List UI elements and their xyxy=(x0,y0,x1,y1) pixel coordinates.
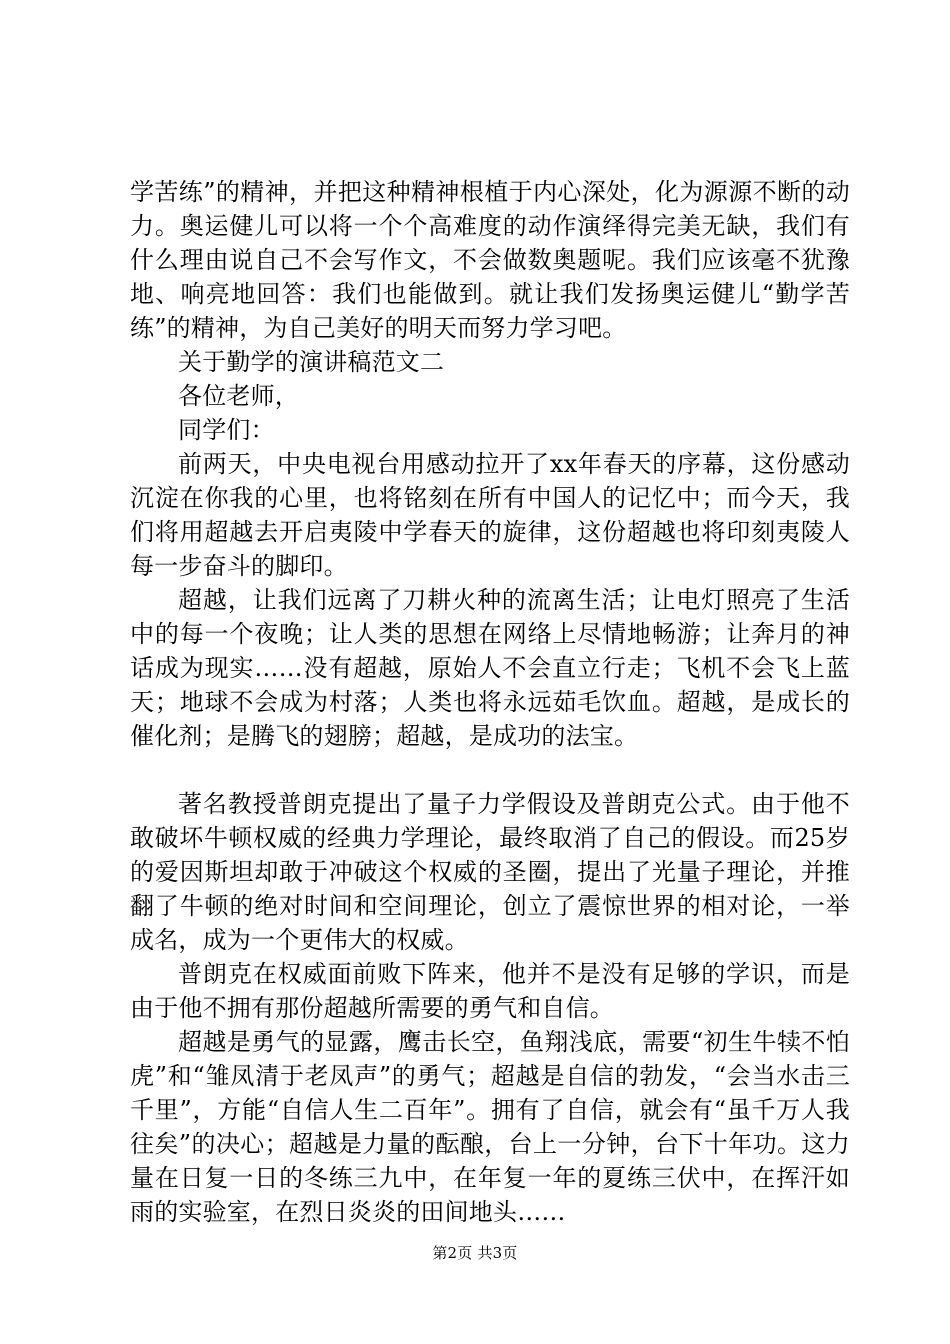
paragraph: 前两天，中央电视台用感动拉开了xx年春天的序幕，这份感动沉淀在你我的心里，也将铭刻在所有中国人的记忆中；而今天，我们将用超越去开启夷陵中学春天的旋律，这份超越也将印刻夷陵人每一步奋斗的脚印。 xyxy=(130,450,850,580)
paragraph: 超越是勇气的显露，鹰击长空，鱼翔浅底，需要“初生牛犊不怕虎”和“雏凤清于老凤声”的勇气；超越是自信的勃发，“会当水击三千里”，方能“自信人生二百年”。拥有了自信，就会有“虽千万人我往矣”的决心；超越是力量的酝酿，台上一分钟，台下十年功。这力量在日复一日的冬练三九中，在年复一年的夏练三伏中，在挥汗如雨的实验室，在烈日炎炎的田间地头…… xyxy=(130,1028,850,1226)
paragraph: 关于勤学的演讲稿范文二 xyxy=(178,348,445,376)
paragraph: 著名教授普朗克提出了量子力学假设及普朗克公式。由于他不敢破坏牛顿权威的经典力学理论，最终取消了自己的假设。而25岁的爱因斯坦却敢于冲破这个权威的圣圈，提出了光量子理论，并推翻了牛顿的绝对时间和空间理论，创立了震惊世界的相对论，一举成名，成为一个更伟大的权威。 xyxy=(130,790,850,954)
page-footer: 第2页 共3页 xyxy=(432,1244,518,1262)
paragraph: 同学们： xyxy=(178,416,275,444)
paragraph: 学苦练”的精神，并把这种精神根植于内心深处，化为源源不断的动力。奥运健儿可以将一个个高难度的动作演绎得完美无缺，我们有什么理由说自己不会写作文，不会做数奥题呢。我们应该毫不犹豫地、响亮地回答：我们也能做到。就让我们发扬奥运健儿“勤学苦练”的精神，为自己美好的明天而努力学习吧。 xyxy=(130,178,850,342)
document-body xyxy=(130,175,850,1229)
paragraph: 超越，让我们远离了刀耕火种的流离生活；让电灯照亮了生活中的每一个夜晚；让人类的思想在网络上尽情地畅游；让奔月的神话成为现实……没有超越，原始人不会直立行走；飞机不会飞上蓝天；地球不会成为村落；人类也将永远茹毛饮血。超越，是成长的催化剂；是腾飞的翅膀；超越，是成功的法宝。 xyxy=(130,586,850,750)
paragraph: 各位老师， xyxy=(178,382,299,410)
paragraph: 普朗克在权威面前败下阵来，他并不是没有足够的学识，而是由于他不拥有那份超越所需要的勇气和自信。 xyxy=(130,960,850,1022)
